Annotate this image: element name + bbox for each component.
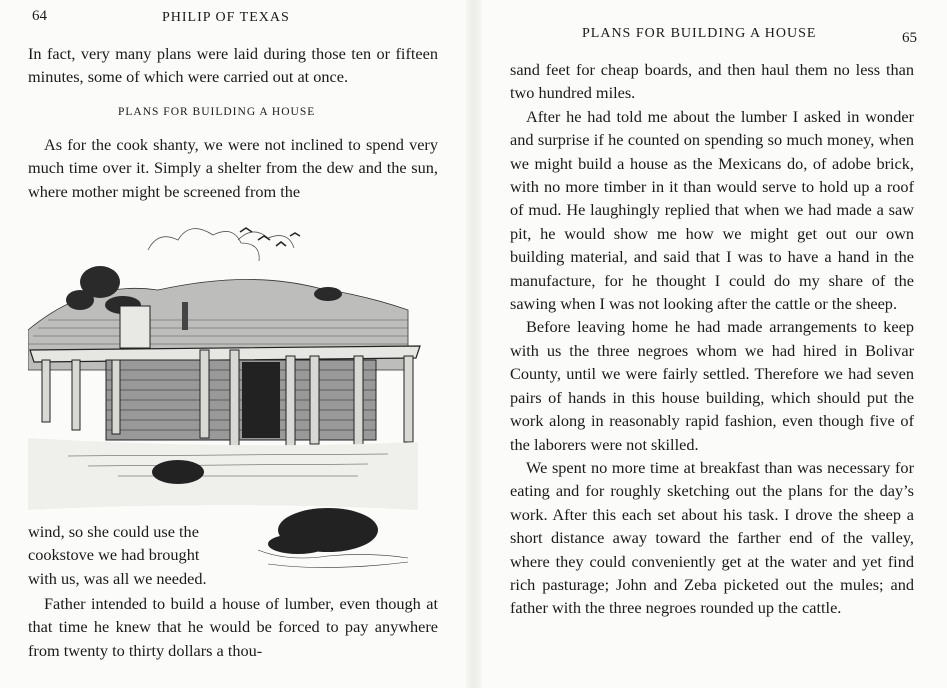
left-para-top	[28, 42, 438, 89]
left-para-shanty	[28, 133, 438, 203]
right-page-number: 65	[902, 30, 917, 46]
chimney	[120, 306, 150, 348]
paragraph: As for the cook shanty, we were not inclined to spend very much time over it. Simply a shelter from the dew and the sun, where mother might be screened from the	[28, 135, 438, 201]
cloud-icon	[148, 229, 294, 261]
paragraph: In fact, very many plans were laid during those ten or fifteen minutes, some of which were carried out at once.	[28, 44, 438, 87]
right-page	[480, 0, 947, 688]
door	[242, 362, 280, 438]
left-para-father	[28, 592, 438, 662]
left-running-head: PHILIP OF TEXAS	[162, 10, 290, 25]
left-page	[0, 0, 470, 688]
right-running-head: PLANS FOR BUILDING A HOUSE	[582, 26, 817, 41]
left-page-number: 64	[32, 8, 47, 24]
left-wrap-text	[28, 520, 223, 590]
paragraph: Father intended to build a house of lumber, even though at that time he knew that he would be forced to pay anywhere from twenty to thirty dollars a thou-	[28, 594, 438, 660]
paragraph: After he had told me about the lumber I asked in wonder and surprise if he counted on spending so much money, when we might build a house as the Mexicans do, of adobe brick, with no more timber in it than would serve to hold up a roof of mud. He laughingly replied that when we had made a saw pit, he would show me how we might get out our own building material, and said that I was to have a hand in the manufacture, for he thought I could do my share of the sawing when I was not looking after the cattle or the sheep.	[510, 106, 914, 314]
ground	[28, 438, 418, 510]
paragraph: We spent no more time at breakfast than was necessary for eating and for roughly sketching out the plans for the day’s work. After this each set about his task. I drove the sheep a short distance away toward the farther end of the valley, where they could conveniently get at the water and yet find rich pasturage; John and Zeba picketed out the mules; and father with the three negroes rounded up the cattle.	[510, 457, 914, 618]
right-text-block	[510, 58, 914, 620]
paragraph: sand feet for cheap boards, and then haul them no less than two hundred miles.	[510, 60, 914, 103]
paragraph: wind, so she could use the cookstove we had brought with us, was all we needed.	[28, 522, 207, 588]
paragraph: Before leaving home he had made arrangements to keep with us the three negroes whom we had hired in Bolivar County, until we were fairly settled. Therefore we had seven pairs of hands in this house building, which should put the work along in reasonably rapid fashion, even though five of the laborers were not skilled.	[510, 317, 914, 454]
section-heading: PLANS FOR BUILDING A HOUSE	[118, 106, 316, 118]
